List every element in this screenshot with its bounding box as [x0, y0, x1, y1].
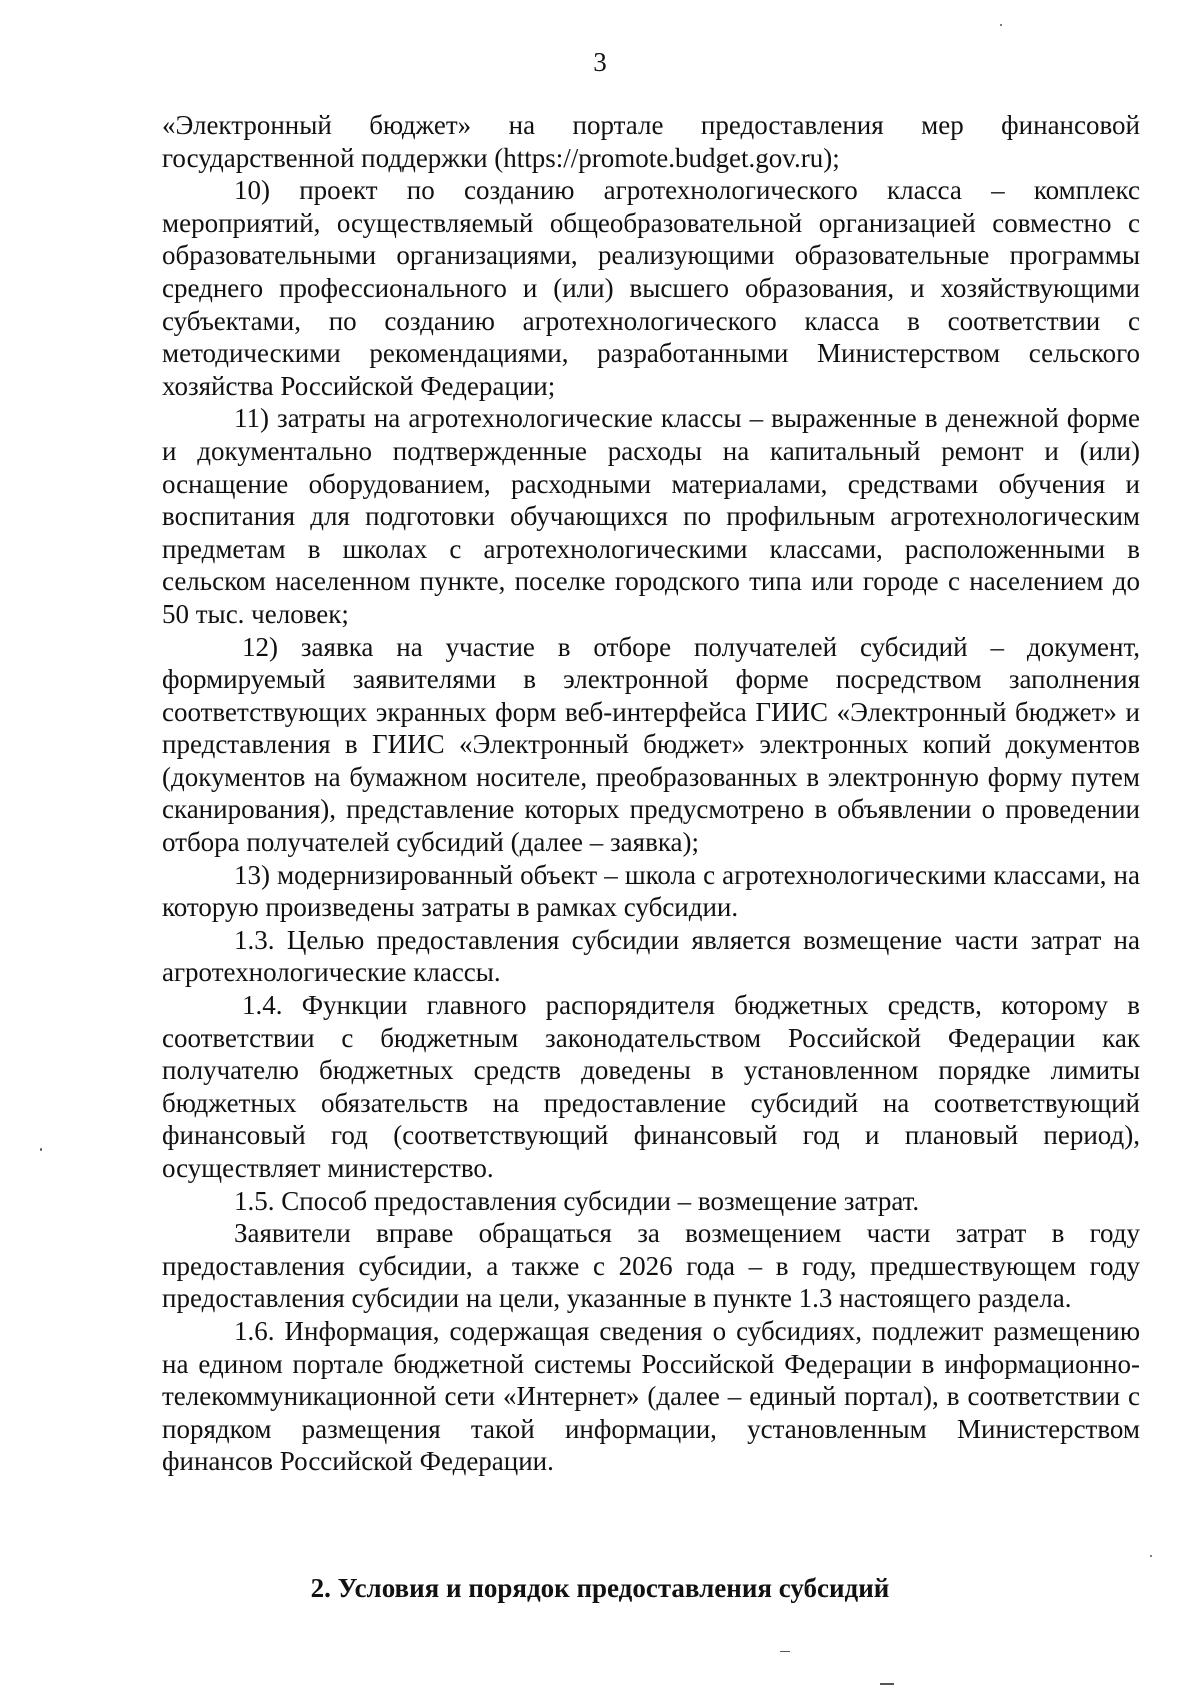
- paragraph-section-1-5: 1.5. Способ предоставления субсидии – возмещение затрат.: [234, 1185, 920, 1216]
- page-number: 3: [593, 47, 607, 77]
- paragraph-section-1-6: 1.6. Информация, содержащая сведения о субсидиях, подлежит размещению на едином портале бюджетной системы Российской Федерации в информационно-телекоммуникационной сети «Интернет» (далее – единый портал), в соответствии с порядком размещения такой информации, установленным Министерством финансов Российской Федерации.: [162, 1315, 1140, 1477]
- section-heading: 2. Условия и порядок предоставления субсидий: [310, 1573, 890, 1603]
- paragraph-item-13: 13) модернизированный объект – школа с агротехнологическими классами, на которую произведены затраты в рамках субсидии.: [162, 859, 1140, 923]
- paragraph-continuation: «Электронный бюджет» на портале предоставления мер финансовой государственной поддержки (https://promote.budget.gov.ru);: [162, 110, 1140, 173]
- scan-speck: [40, 1148, 42, 1151]
- paragraph-item-11: 11) затраты на агротехнологические классы – выраженные в денежной форме и документально подтвержденные расходы на капитальный ремонт и (или) оснащение оборудованием, расходными материалами, средствами обучения и воспитания для подготовки обучающихся по профильным агротехнологическим предметам в школах с агротехнологическими классами, расположенными в сельском населенном пункте, поселке городского типа или городе с населением до 50 тыс. человек;: [162, 403, 1140, 629]
- scan-speck: [1150, 1555, 1152, 1557]
- scan-speck: [780, 1651, 790, 1652]
- scan-speck: [880, 1683, 894, 1685]
- paragraph-section-1-4: 1.4. Функции главного распорядителя бюджетных средств, которому в соответствии с бюджетным законодательством Российской Федерации как получателю бюджетных средств доведены в установленном порядке лимиты бюджетных обязательств на предоставление субсидий на соответствующий финансовый год (соответствующий финансовый год и плановый период), осуществляет министерство.: [162, 990, 1140, 1183]
- scan-speck: [1000, 24, 1002, 26]
- paragraph-item-10: 10) проект по созданию агротехнологического класса – комплекс мероприятий, осуществляемый общеобразовательной организацией совместно с образовательными организациями, реализующими образовательные программы среднего профессионального и (или) высшего образования, и хозяйствующими субъектами, по созданию агротехнологического класса в соответствии с методическими рекомендациями, разработанными Министерством сельского хозяйства Российской Федерации;: [162, 175, 1140, 401]
- paragraph-section-1-3: 1.3. Целью предоставления субсидии является возмещение части затрат на агротехнологические классы.: [162, 924, 1140, 988]
- paragraph-applicants: Заявители вправе обращаться за возмещением части затрат в году предоставления субсидии, а также с 2026 года – в году, предшествующем году предоставления субсидии на цели, указанные в пункте 1.3 настоящего раздела.: [162, 1218, 1140, 1314]
- paragraph-item-12: 12) заявка на участие в отборе получателей субсидий – документ, формируемый заявителями в электронной форме посредством заполнения соответствующих экранных форм веб-интерфейса ГИИС «Электронный бюджет» и представления в ГИИС «Электронный бюджет» электронных копий документов (документов на бумажном носителе, преобразованных в электронную форму путем сканирования), представление которых предусмотрено в объявлении о проведении отбора получателей субсидий (далее – заявка);: [162, 631, 1140, 858]
- document-body: [162, 109, 1140, 1478]
